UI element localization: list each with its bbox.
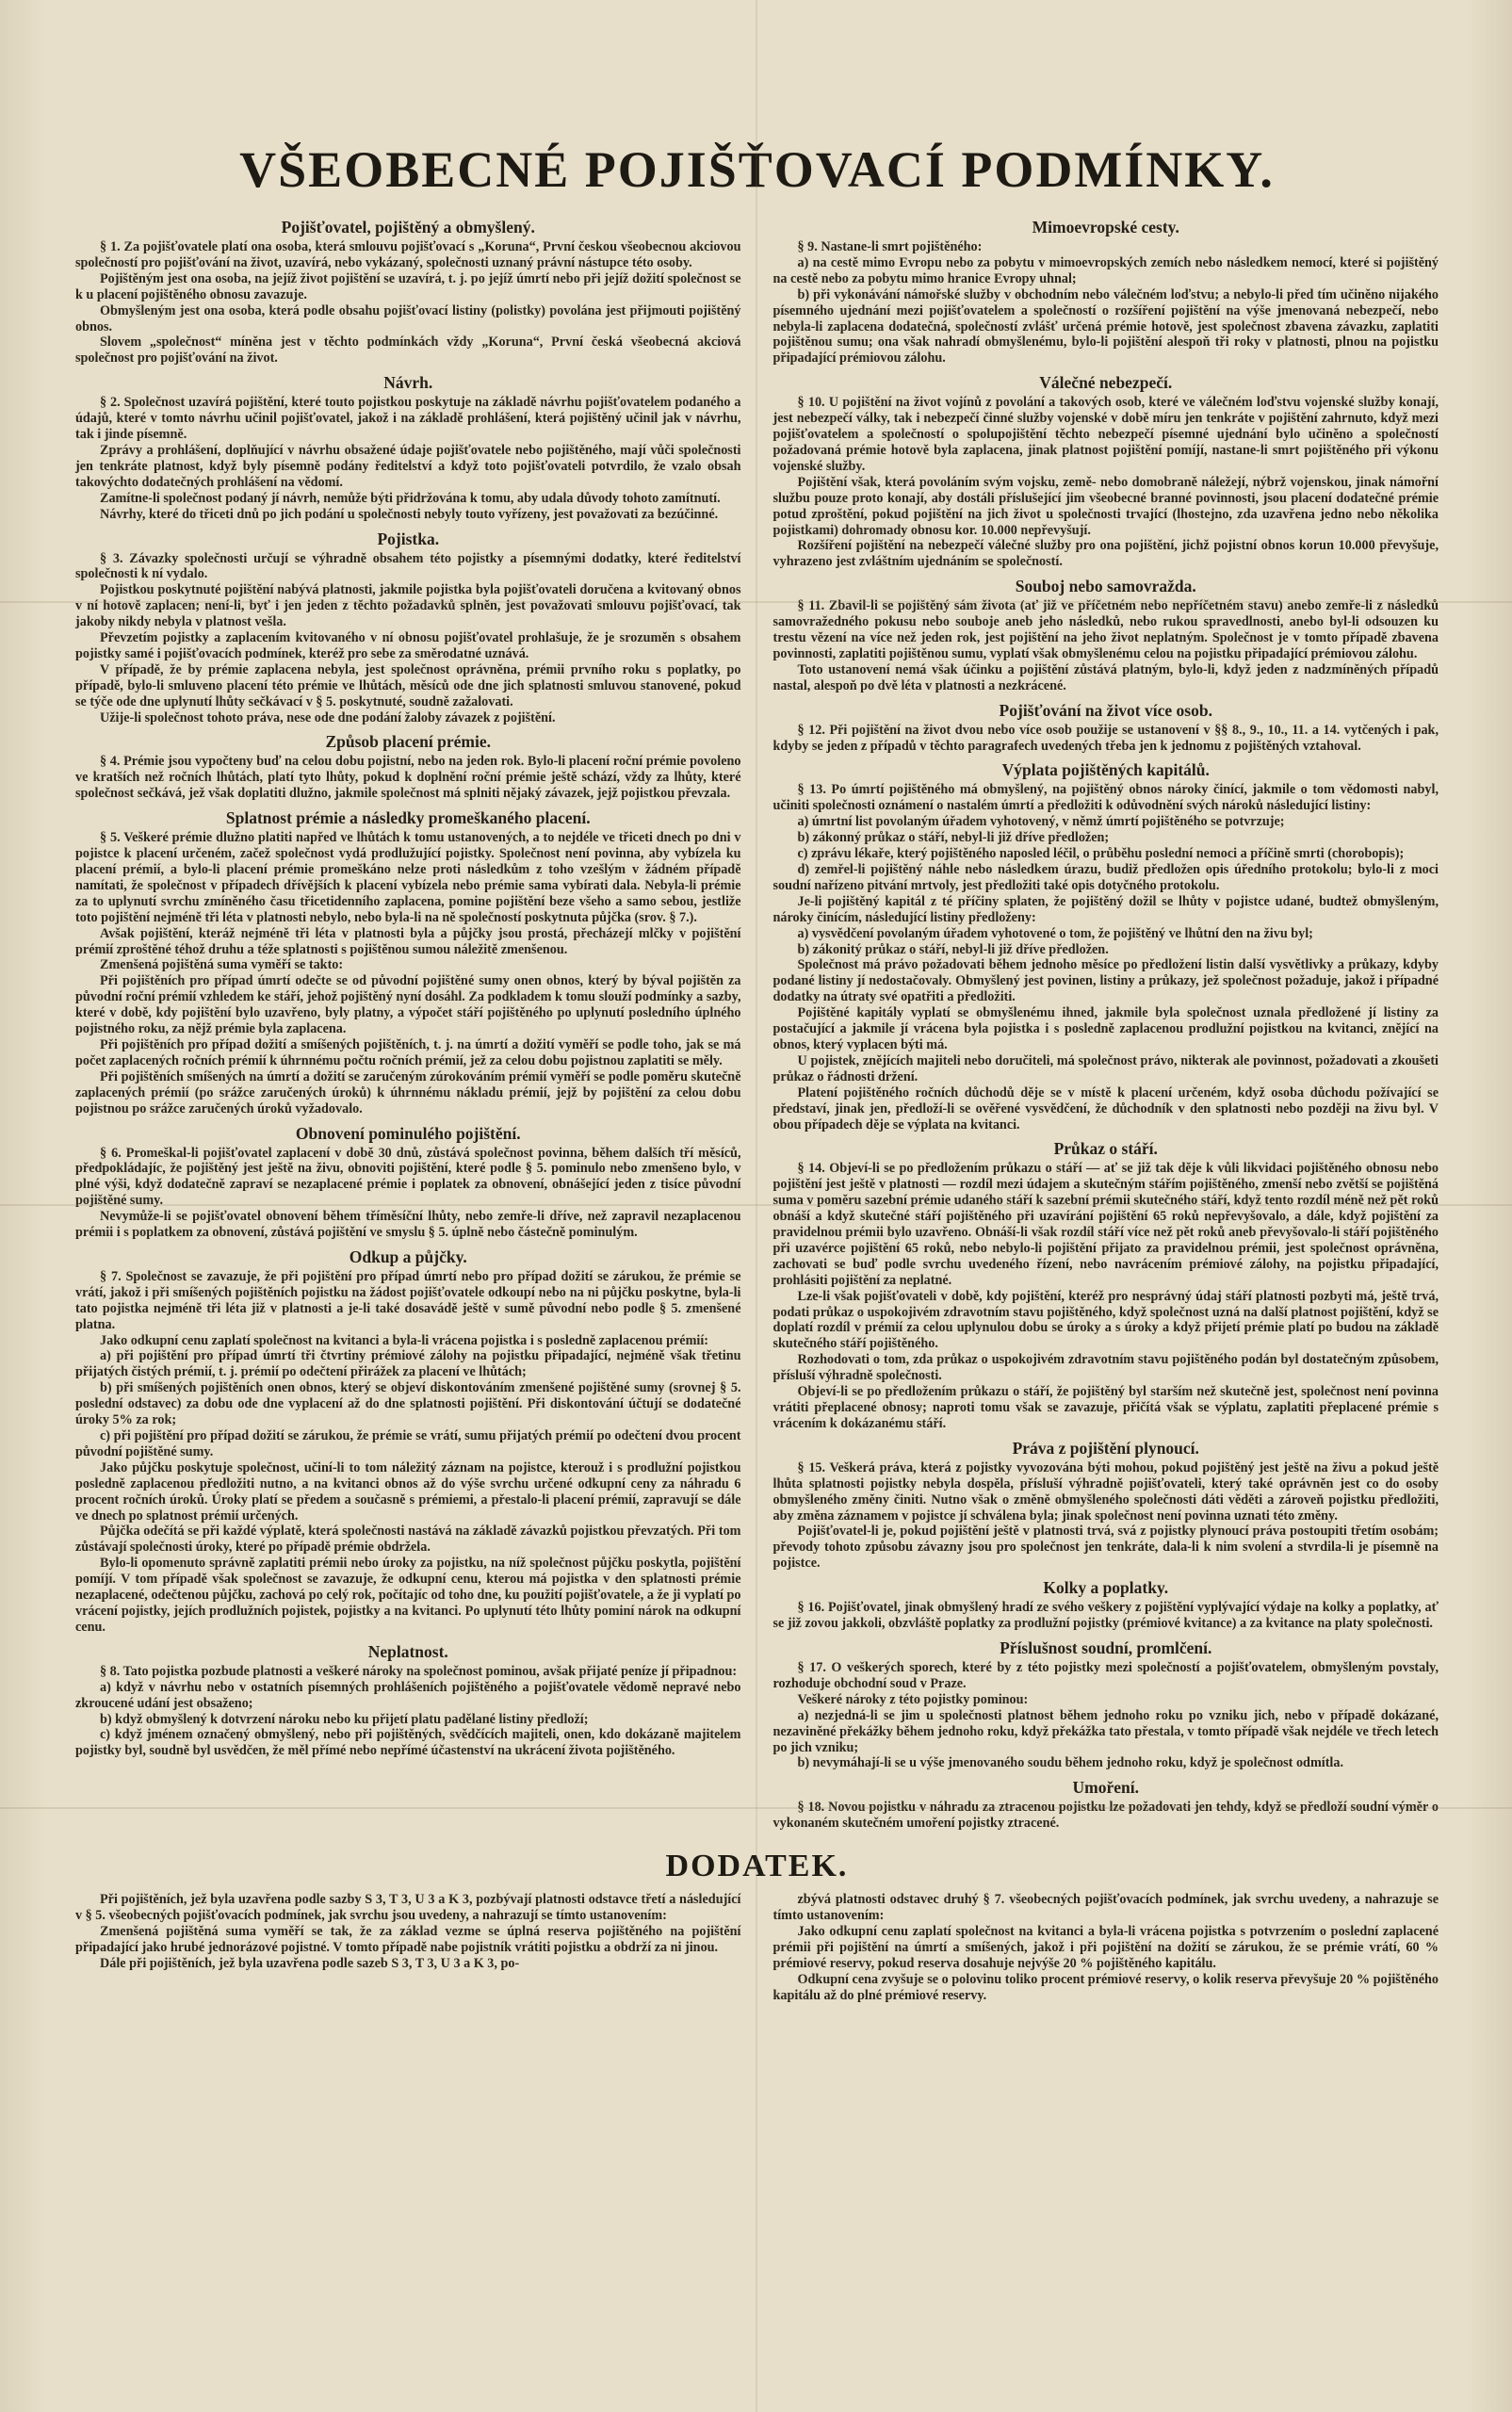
section-paragraph: c) zprávu lékaře, který pojištěného naposled léčil, o průběhu poslední nemoci a příčině smrti (chorobopis); xyxy=(797,846,1405,862)
section-heading: Výplata pojištěných kapitálů. xyxy=(1001,760,1210,780)
section-paragraph: § 12. Při pojištění na život dvou nebo více osob použije se ustanovení v §§ 8., 9., 10., 11. a 14. vytčených i pak, kdyby se jeden z případů v těchto paragrafech uvedených třeba jen k jednomu z pojištěných vztahoval. xyxy=(772,722,1439,754)
section-paragraph: Toto ustanovení nemá však účinku a pojištění zůstává platným, bylo-li, když jeden z nadzmíněných případů nastal, alespoň po dvě léta v platnosti a nezkrácené. xyxy=(772,661,1439,693)
section-paragraph: Pojištění však, která povoláním svým vojsku, země- nebo domobraně náležejí, nýbrž vojenskou, jinak námořní službu pouze proto konají, aby dostáli příslušející jim všeobecné branné povinnosti, jsou placení dodatečné prémie potud zproštění, pokud pojištění na jich život u společnosti trvající (lhostejno, zda uzavřena jedno nebo několika pojistkami) dohromady obnosu kor. 10.000 nepřevyšují. xyxy=(772,474,1439,538)
section-paragraph: Návrhy, které do třiceti dnů po jich podání u společnosti nebyly touto vyřízeny, jest považovati za bezúčinné. xyxy=(100,506,719,522)
section-paragraph: § 14. Objeví-li se po předložením průkazu o stáří — ať se již tak děje k vůli likvidaci pojištěného obnosu nebo pojištění jest ještě v platnosti — rozdíl mezi údajem a skutečným stářím pojištěného, zmenší nebo zvětší se pojištěná suma v poměru sazební prémie udaného stáří k sazební prémii skutečného stáří, když tento rozdíl méně než pět roků obnáší a když skutečné stáří pojištěného při uzavírání pojištění 65 roků nepřevyšovalo, a dále, když pojištění za pravidelnou prémii bylo uzavřeno. Obnáší-li však rozdíl stáří více než pět roků aneb převyšovalo-li stáří pojištěného při uzavérce pojištění 65 roků, nebo nebylo-li pojištění přijato za pravidelnou prémii, jest společnost oprávněna, zachovati se buď podle svrchu uvedeného řízení, nebo navrácením prémiové zálohy, na pojistku připadající, prohlásiti pojištění za neplatné. xyxy=(772,1161,1439,1288)
section-paragraph: Jako odkupní cenu zaplatí společnost na kvitanci a byla-li vrácena pojistka i s posledně zaplacenou prémií: xyxy=(100,1332,708,1348)
section-paragraph: b) při vykonávání námořské služby v obchodním nebo válečném loďstvu; a nebylo-li před tím učiněno nijakého písemného ujednání mezi pojišťovatelem a společností o rozšíření pojištění na výše jmenovaná nebezpečí, nebo nebyla-li zaplacena dodatečná, společností zvlášť určená prémie hotově, jest společnost zbavena závazku, zaplatiti pojištěnou sumu; ona však nahradí obmyšlenému, bylo-li pojištění alespoň tři roky v platnosti, plnou na pojistku připadající prémiovou zálohu. xyxy=(772,286,1439,367)
section-paragraph: § 9. Nastane-li smrt pojištěného: xyxy=(797,239,983,254)
section-paragraph: Jako půjčku poskytuje společnost, učiní-li to tom náležitý záznam na pojistce, kterouž i s prodlužní pojistkou posledně zaplacenou předložiti nutno, a na kvitanci obnos až do výše svrchu určené odkupní ceny za náhradu 6 procent ročních úroků. Úroky platí se předem a současně s prémiemi, a přestalo-li placení prémií, zapravují se dále ve dnech po splatnost prémií určených. xyxy=(75,1459,741,1524)
section-heading: Neplatnost. xyxy=(367,1641,448,1661)
section-paragraph: d) zemřel-li pojištěný náhle nebo následkem úrazu, budiž předložen opis úředního protokolu; bylo-li z moci soudní nařízeno pitvání mrtvoly, jest předložiti také opis dotyčného protokolu. xyxy=(772,862,1439,893)
section-paragraph: Slovem „společnost“ míněna jest v těchto podmínkách vždy „Koruna“, První česká všeobecná akciová společnost pro pojišťování na život. xyxy=(75,334,741,367)
paper-fold xyxy=(756,0,757,2412)
section-heading: Mimoevropské cesty. xyxy=(1032,218,1179,236)
section-heading: Souboj nebo samovražda. xyxy=(1015,577,1196,596)
addendum-paragraph: Při pojištěních, jež byla uzavřena podle sazby S 3, T 3, U 3 a K 3, pozbývají platnosti odstavce třetí a následující v § 5. všeobecných pojišťovacích podmínek, jak svrchu jsou uvedeny, a nahrazují se tímto ustanovením: xyxy=(75,1892,741,1924)
section-paragraph: § 10. U pojištění na život vojínů z povolání a takových osob, které ve válečném loďstvu vojenské služby konají, jest nebezpečí války, tak i nebezpečí činné služby vojenské v době míru jen tenkráte v pojištění zahrnuto, když mezi pojišťovatelem a společností o spolupojištění těchto nebezpečí písemné ujednání bylo učiněno a společností požadovaná prémie hotově byla zaplacena, jinak platnost pojištění pomíjí, nastane-li smrt pojištěného při výkonu vojenské služby. xyxy=(772,395,1439,474)
addendum-title: DODATEK. xyxy=(665,1849,849,1884)
section-paragraph: Platení pojištěného ročních důchodů děje se v místě k placení určeném, když osoba důchodu požívající se představí, jinak jen, předloží-li se ověřené vysvědčení, že důchodník v den splatnosti nebo později na živu byl. V obou případech děje se výplata na kvitanci. xyxy=(772,1084,1439,1133)
section-paragraph: § 7. Společnost se zavazuje, že při pojištění pro případ úmrtí nebo pro případ dožití se zárukou, že prémie se vrátí, jakož i při smíšených pojištěních pojistku na žádost pojišťovatele odkoupí nebo na ni půjčku poskytne, byla-li tato pojistka nejméně tři léta již v platnosti a je-li také dosavádě ještě v sumě původní nebo podle § 5. zmenšené platna. xyxy=(75,1268,741,1332)
section-paragraph: Při pojištěních smíšených na úmrtí a dožití se zaručeným zúrokováním prémií vyměří se podle poměru skutečně zaplacených prémií (po srážce zaručených úroků) k úhrnnému nákladu prémií, jejž by pojištění za celou dobu pojistnou po srážce zaručených úroků vyžadovalo. xyxy=(75,1068,741,1116)
section-paragraph: Pojistkou poskytnuté pojištění nabývá platnosti, jakmile pojistka byla pojišťovateli doručena a kvitovaný obnos v ní hotově zaplacen; není-li, byť i jen jeden z těchto požadavků splněn, jest považovati smlouvu pojišťovací, tak jakoby nikdy nebyla v platnost vešla. xyxy=(75,582,741,630)
section-paragraph: a) nezjedná-li se jim u společnosti platnost během jednoho roku po vzniku jich, nebo v případě dokázané, nezaviněné překážky během jednoho roku, když překážka tato přestala, v tomto případě však nejdéle ve třech letech po jich vzniku; xyxy=(772,1707,1439,1755)
section-heading: Odkup a půjčky. xyxy=(349,1247,467,1266)
section-heading: Průkaz o stáří. xyxy=(1053,1139,1158,1159)
section-paragraph: Nevymůže-li se pojišťovatel obnovení během tříměsíční lhůty, nebo zemře-li dříve, než zapravil nezaplacenou prémii i s poplatkem za obnovení, zůstává pojištění ve smyslu § 5. úplně nebo částečně pominulým. xyxy=(75,1209,741,1241)
section-paragraph: a) úmrtní list povolaným úřadem vyhotovený, v němž úmrtí pojištěného se potvrzuje; xyxy=(797,814,1285,830)
section-paragraph: b) zákonitý průkaz o stáří, nebyl-li již dříve předložen. xyxy=(797,941,1109,957)
section-paragraph: Půjčka odečítá se při každé výplatě, která společnosti nastává na základě závazků pojistkou převzatých. Při tom zůstávají společnosti úroky, které po případě prémie obdržela. xyxy=(75,1524,741,1556)
section-paragraph: Zamítne-li společnost podaný jí návrh, nemůže býti přidržována k tomu, aby udala důvody tohoto zamítnutí. xyxy=(100,490,721,506)
section-paragraph: Obmyšleným jest ona osoba, která podle obsahu pojišťovací listiny (polistky) povolána jest přijmouti pojištěný obnos. xyxy=(75,302,741,334)
section-paragraph: Veškeré nároky z této pojistky pominou: xyxy=(797,1691,1029,1707)
section-paragraph: Při pojištěních pro případ úmrtí odečte se od původní pojištěné sumy onen obnos, který by býval pojištěn za původní roční prémií vzhledem ke stáří, jehož pojištěný nyní dosáhl. Za podkladem k tomu slouží podmínky a sazby, které v době, kdy pojištění bylo uzavřeno, byly platny, a výpočet stáří pojištěného po uplynutí posledního úplného pojistného roku, za nějž prémie byla zaplacena. xyxy=(75,973,741,1037)
section-paragraph: Je-li pojištěný kapitál z té příčiny splaten, že pojištěný dožil se lhůty v pojistce udané, budtež obmyšleným, nároky činícím, následující listiny předloženy: xyxy=(772,893,1439,925)
section-paragraph: Společnost má právo požadovati během jednoho měsíce po předložení listin další vysvětlivky a průkazy, kdyby podané listiny jí nedostačovaly. Obmyšlený jest povinen, listiny a průkazy, jež společnost požaduje, jakož i případné dodatky na útraty své opatřiti a předložiti. xyxy=(772,957,1439,1005)
section-paragraph: § 13. Po úmrtí pojištěného má obmyšlený, na pojištěný obnos nároky činící, jakmile o tom vědomosti nabyl, učiniti společnosti oznámení o nastalém úmrtí a předložiti k odůvodnění svých nároků následující listiny: xyxy=(772,782,1439,814)
section-paragraph: a) na cestě mimo Evropu nebo za pobytu v mimoevropských zemích nebo následkem nemocí, které si pojištěný na cestě nebo za pobytu mimo hranice Evropy uhnal; xyxy=(772,254,1439,286)
section-paragraph: § 5. Veškeré prémie dlužno platiti napřed ve lhůtách k tomu ustanovených, a to nejdéle ve třiceti dnech po dni v pojistce k placení určeném, začež společnost vydá prodlužující pojistky. Společnost není povinna, aby vybízela ku placení prémií, a bylo-li placení prémie promeškáno nelze proti následkům z toho vzešlým v žádném případě namítati, že společnost v případech dřívějších k placení vybízela nebo prémie sama vybírati dala. Nebyla-li prémie za to uplynutí svrchu zmíněného času třicetidenního zaplacena, pomine pojištění beze všeho a samo sebou, jestliže toto pojištění nejméně tři léta v platnosti nebylo, nebo byla-li na ně společností poskytnuta půjčka (srov. § 7.). xyxy=(75,830,741,925)
addendum-paragraph: zbývá platnosti odstavec druhý § 7. všeobecných pojišťovacích podmínek, jak svrchu uvedeny, a nahrazuje se tímto ustanovením: xyxy=(772,1892,1439,1924)
section-paragraph: a) při pojištění pro případ úmrtí tři čtvrtiny prémiové zálohy na pojistku připadající, nejméně však třetinu přijatých čistých prémií, t. j. prémií po odečtení přirážek za placení ve lhůtách; xyxy=(75,1348,741,1380)
section-paragraph: b) při smíšených pojištěních onen obnos, který se objeví diskontováním zmenšené pojištěné sumy (srovnej § 5. poslední odstavec) za dobu ode dne vyplacení až do dne splatnosti pojištění. Při diskontování účtují se dodatečné úroky 5% za rok; xyxy=(75,1380,741,1428)
section-heading: Příslušnost soudní, promlčení. xyxy=(1000,1638,1212,1657)
section-paragraph: Objeví-li se po předložením průkazu o stáří, že pojištěný byl starším než skutečně jest, společnost není povinna vrátiti přeplacené obnosy; naproti tomu však se zavazuje, přičítá však se výplatu, zaplatiti přeplacené prémie s vrácením k dokázanému stáří. xyxy=(772,1384,1439,1431)
addendum-paragraph: Dále při pojištěních, jež byla uzavřena podle sazeb S 3, T 3, U 3 a K 3, po- xyxy=(100,1955,520,1971)
section-paragraph: Užije-li společnost tohoto práva, nese ode dne podání žaloby závazek z pojištění. xyxy=(100,709,556,725)
section-paragraph: § 17. O veškerých sporech, které by z této pojistky mezi společností a pojišťovatelem, obmyšleným povstaly, rozhoduje obchodní soud v Praze. xyxy=(772,1659,1439,1691)
section-paragraph: Pojištěným jest ona osoba, na jejíž život pojištění se uzavírá, t. j. po jejíž úmrtí nebo při jejíž dožití společnost se k u placení pojištěného obnosu zavazuje. xyxy=(75,270,741,302)
section-heading: Obnovení pominulého pojištění. xyxy=(295,1123,521,1143)
section-heading: Návrh. xyxy=(383,373,433,393)
section-paragraph: Při pojištěních pro případ dožití a smíšených pojištěních, t. j. na úmrtí a dožití vyměří se podle toho, jak se má počet zaplacených ročních prémií k úhrnnému počtu ročních prémií, jež za celou dobu pojistnou zaplatiti se měly. xyxy=(75,1036,741,1068)
section-paragraph: § 3. Závazky společnosti určují se výhradně obsahem této pojistky a písemnými dodatky, které ředitelství společnosti k ní vydalo. xyxy=(75,550,741,582)
section-paragraph: § 16. Pojišťovatel, jinak obmyšlený hradí ze svého veškery z pojištění vyplývající výdaje na kolky a poplatky, ať se již zovou jakkoli, obzvláště poplatky za prodlužní pojistky (prémiové kvitance) a za kvitance na platy společnosti. xyxy=(772,1600,1439,1632)
section-paragraph: b) nevymáhají-li se u výše jmenovaného soudu během jednoho roku, když je společnost odmítla. xyxy=(797,1755,1344,1771)
addendum-paragraph: Zmenšená pojištěná suma vyměří se tak, že za základ vezme se úplná reserva pojištěného na pojištění připadající jako hrubé jednorázové pojistné. V tomto případě nabe pojistník vrátiti pojistku a obdrží za ni jinou. xyxy=(75,1923,741,1955)
section-paragraph: § 6. Promeškal-li pojišťovatel zaplacení v době 30 dnů, zůstává společnost povinna, během dalších tří měsíců, předpokládajíc, že pojištěný jest ještě na živu, obnoviti pojištění, které podle § 5. pominulo nebo zmenšeno bylo, v plné výši, když dodatečně zapraví se nezaplacené prémie i poplatek za obnovení, obnášející jeden z tisíce původní pojištěné sumy. xyxy=(75,1145,741,1209)
section-paragraph: § 4. Prémie jsou vypočteny buď na celou dobu pojistní, nebo na jeden rok. Bylo-li placení roční prémie povoleno ve kratších než ročních lhůtách, platí tyto lhůty, pokud k doplnění roční prémie ještě schází, vždy za lhůty, které společnost sečkává, jež však doplatiti dlužno, jakmile společnost má splniti nějaký závazek, jejž pojistkou převzala. xyxy=(75,754,741,802)
section-paragraph: Zmenšená pojištěná suma vyměří se takto: xyxy=(100,957,344,973)
section-paragraph: Lze-li však pojišťovateli v době, kdy pojištění, kteréž pro nesprávný údaj stáří platnosti pozbyti má, ještě trvá, podati průkaz o uspokojivém zdravotním stavu pojištěného, když společnost uzná na další platnost pojištění, když se doplatí rozdíl v prémií za celou uplynulou dobu se úroky a s úroky a když přijetí prémie platí po budou na základě skutečného stáří pojištěného. xyxy=(772,1288,1439,1352)
addendum-left-column xyxy=(75,1892,741,2003)
addendum-paragraph: Odkupní cena zvyšuje se o polovinu toliko procent prémiové reservy, o kolik reserva převyšuje 20 % pojištěného kapitálu až do plné prémiové reservy. xyxy=(772,1971,1439,2003)
section-paragraph: Rozhodovati o tom, zda průkaz o uspokojivém zdravotním stavu pojištěného podán byl dostatečným způsobem, přísluší výhradně společnosti. xyxy=(772,1352,1439,1384)
section-paragraph: V případě, že by prémie zaplacena nebyla, jest společnost oprávněna, prémii prvního roku s poplatky, po případě, bylo-li smluveno placení této prémie ve lhůtách, měsíců ode dne jich splatnosti smluvou stanovené, pokud se týče ode dne uplynutí lhůty sečkávací v § 5. poskytnuté, soudně zažalovati. xyxy=(75,661,741,709)
section-paragraph: c) když jménem označený obmyšlený, nebo při pojištěných, svědčících majiteli, onen, kdo dokázaně majitelem pojistky byl, soudně byl usvědčen, že měl přímé nebo nepřímé účastenství na ukrácení života pojištěného. xyxy=(75,1727,741,1759)
section-heading: Splatnost prémie a následky promeškaného placení. xyxy=(225,808,591,828)
section-paragraph: Převzetím pojistky a zaplacením kvitovaného v ní obnosu pojišťovatel prohlašuje, že je srozuměn s obsahem pojistky samé i pojišťovacích podmínek, kteréž pro sebe za směrodatné uznává. xyxy=(75,630,741,661)
section-heading: Práva z pojištění plynoucí. xyxy=(1012,1438,1199,1458)
section-heading: Pojišťování na život více osob. xyxy=(999,700,1212,720)
section-paragraph: § 15. Veškerá práva, která z pojistky vyvozována býti mohou, pokud pojištěný jest ještě na živu a pokud ještě lhůta splatnosti pojistky nebyla dospěla, přísluší výhradně pojišťovateli, který také oprávněn jest co do osoby obmyšleného změny činiti. Nutno však o změně obmyšleného společnosti dáti věděti a zároveň pojistku předložiti, aby změna záznamem v pojistce jí schválena byla; jinak společnost není povinna uznati této změny. xyxy=(772,1459,1439,1524)
section-paragraph: § 18. Novou pojistku v náhradu za ztracenou pojistku lze požadovati jen tehdy, když se předloží soudní výměr o vykonaném skutečném umoření pojistky ztracené. xyxy=(772,1800,1439,1832)
section-heading: Pojistka. xyxy=(377,529,440,548)
section-paragraph: Rozšíření pojištění na nebezpečí válečné služby pro ona pojištění, jichž pojistní obnos korun 10.000 převyšuje, vyhrazeno jest zvláštním ujednáním se společností. xyxy=(772,538,1439,570)
section-paragraph: § 11. Zbavil-li se pojištěný sám života (ať již ve příčetném nebo nepříčetném stavu) anebo zemře-li z následků samovražedného pokusu nebo souboje aneb jeho následků, nebo rukou spravedlnosti, anebo byl-li odsouzen ku trestu vězení na více než jeden rok, jest pojištění na jeho život neplatným. Společnost je v tomto případě zbavena povinnosti, zaplatiti pojištěnou sumu, vyplatí však obmyšlenému celou na pojistku připadající prémiovou zálohu. xyxy=(772,598,1439,661)
section-paragraph: Avšak pojištění, kteráž nejméně tři léta v platnosti byla a půjčky jsou prostá, přecházejí mlčky v pojištění prémií zproštěné téhož druhu a téže splatnosti s pojištěnou sumou náležitě zmenšenou. xyxy=(75,925,741,957)
left-column xyxy=(75,211,741,1832)
section-paragraph: § 2. Společnost uzavírá pojištění, které touto pojistkou poskytuje na základě návrhu pojišťovatelem podaného a údajů, které v tomto návrhu učinil pojišťovatel, jakož i na základě prohlášení, která pojištěný učinil jak v návrhu, tak i jinde písemně. xyxy=(75,395,741,443)
section-paragraph: § 1. Za pojišťovatele platí ona osoba, která smlouvu pojišťovací s „Koruna“, První českou všeobecnou akciovou společností pro pojišťování na život, uzavírá, nebo vykázaný, společnosti uznaný právní nástupce této osoby. xyxy=(75,239,741,270)
section-paragraph: Bylo-li opomenuto správně zaplatiti prémii nebo úroky za pojistku, na níž společnost půjčku poskytla, pojištění pomíjí. V tom případě však společnost se zavazuje, že odkupní cenu, kterou má pojistka v den splatnosti prémie nezaplacené, odečtenou půjčku, zachová po celý rok, počítajíc od toho dne, ku použití pojišťovatele, a že ji vyplatí po vrácení pojistky, jejích prodlužních pojistek, pojistky a na kvitanci. Po uplynutí této lhůty pominí nárok na odkupní cenu. xyxy=(75,1556,741,1635)
section-heading: Pojišťovatel, pojištěný a obmyšlený. xyxy=(281,218,535,236)
section-heading: Kolky a poplatky. xyxy=(1043,1578,1169,1598)
section-heading: Umoření. xyxy=(1072,1778,1139,1798)
section-paragraph: b) když obmyšlený k dotvrzení nároku nebo ku přijetí platu padělané listiny předloží; xyxy=(100,1711,589,1727)
section-paragraph: Pojištěné kapitály vyplatí se obmyšlenému ihned, jakmile byla společnost uznala předložené jí listiny za postačující a jakmile jí vrácena byla pojistka i s posledně zaplacenou prodlužní pojistkou na kvitanci, znějící na obnos, který vyplacen býti má. xyxy=(772,1005,1439,1052)
right-column xyxy=(773,211,1439,1832)
section-paragraph: Pojišťovatel-li je, pokud pojištění ještě v platnosti trvá, svá z pojistky plynoucí práva postoupiti třetím osobám; převody tohoto způsobu závazny jsou pro společnost jen tenkráte, dala-li k nim svolení a stvrdila-li je písemně na pojistce. xyxy=(772,1524,1439,1572)
addendum-paragraph: Jako odkupní cenu zaplatí společnost na kvitanci a byla-li vrácena pojistka s potvrzením o poslední zaplacené prémii při pojištění na úmrtí a smíšených, jakož i při pojištění na dožití se zárukou, že se prémie vrátí, 60 % prémiové reservy, pokud reserva dosahuje nejvýše 20 % pojištěného kapitálu. xyxy=(772,1923,1439,1971)
section-heading: Válečné nebezpečí. xyxy=(1039,373,1173,393)
section-paragraph: Zprávy a prohlášení, doplňující v návrhu obsažené údaje pojišťovatele nebo pojištěného, mají vůči společnosti jen tenkráte platnost, když byly písemně podány ředitelství a když toto pojišťovateli potvrdilo, že vzalo obsah takovýchto dodatečných prohlášení na vědomí. xyxy=(75,442,741,490)
section-heading: Způsob placení prémie. xyxy=(325,732,491,752)
section-paragraph: § 8. Tato pojistka pozbude platnosti a veškeré nároky na společnost pominou, avšak přijaté peníze jí připadnou: xyxy=(100,1663,738,1679)
document-title: VŠEOBECNÉ POJIŠŤOVACÍ PODMÍNKY. xyxy=(239,141,1275,198)
addendum-right-column xyxy=(773,1892,1439,2003)
section-paragraph: U pojistek, znějících majiteli nebo doručiteli, má společnost právo, nikterak ale povinnost, požadovati a zkoušeti průkaz o řádnosti držení. xyxy=(772,1052,1439,1084)
section-paragraph: c) při pojištění pro případ dožití se zárukou, že prémie se vrátí, sumu přijatých prémií po odečtení dvou procent původní pojištěné sumy. xyxy=(75,1428,741,1459)
section-paragraph: a) když v návrhu nebo v ostatních písemných prohlášeních pojištěného a pojišťovatele vědomě nepravé nebo zkroucené udání jest obsaženo; xyxy=(75,1679,741,1711)
section-paragraph: b) zákonný průkaz o stáří, nebyl-li již dříve předložen; xyxy=(797,830,1110,846)
section-paragraph: a) vysvědčení povolaným úřadem vyhotovené o tom, že pojištěný ve lhůtní den na živu byl; xyxy=(797,925,1313,941)
